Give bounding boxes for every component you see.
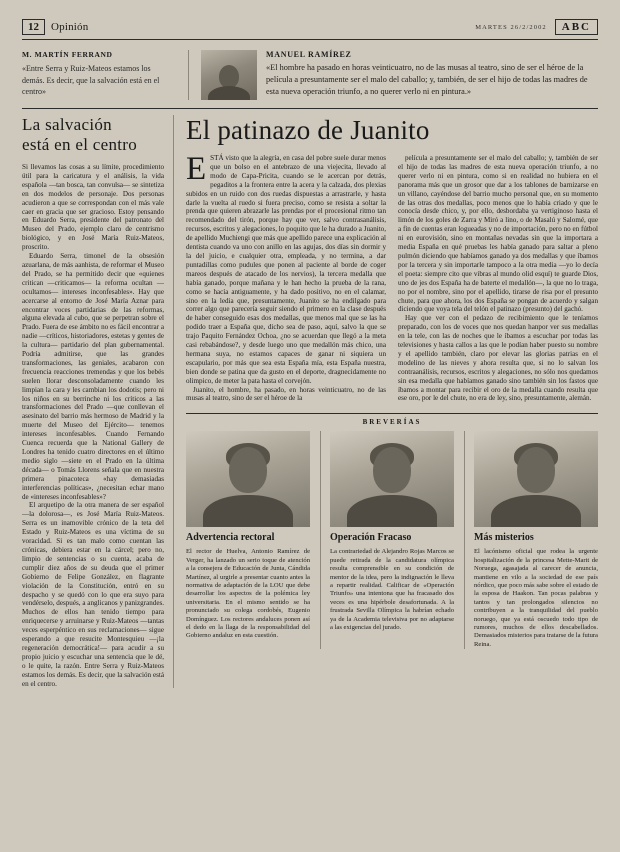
main-content [22,108,598,688]
brevia-item [320,431,454,649]
left-paragraph: El arquetipo de la otra manera de ser español —la dolorosa—, es José María Ruiz-Mateos. Serra es un inamovible crónico de la teta del Estado y Ruiz-Mateos es una víctima de su voracidad. Si es tan malo como cuentan las crónicas, debiera estar en la cárcel; pero no, limpio de sentencias o su cuenta, acaba de cumplir diez años de su deuda que el primer Gobierno de Felipe González, en flagrante violación de la Constitución, entró en su despacho y se quedó con lo que era suyo para vendérselo, después, a anglicanos y panizgrandes. Muchos de ellos han tenido tiempo para enriquecerse y arruinarse y Ruiz-Mateos —tantas veces esperpéntico en sus reclamaciones— sigue esperando a que resucite Montesquieu —¡la regeneración democrática!— para acudir a su propio juicio y escuchar una sentencia que le dé, o le quite, la razón. Entre Serra y Ruiz-Mateos estamos los demás. Es decir, que la salvación está en el centro. [22,501,164,688]
brevia-title: Operación Fracaso [330,532,412,544]
portrait-body-shape [203,495,293,527]
main-article-body [186,151,598,403]
portrait-body-shape [347,495,437,527]
main-headline [186,115,598,145]
brevia-text: La contrariedad de Alejandro Rojas Marcos se puede retirada de la candidatura olímpica resulta comprensible en su condición de mentor de la idea, pero la indignación le lleva a repartir realidad. Calificar de «Operación Triunfo» una intentona que ha fracasado dos veces es una hipérbole desafortunada. A la frustrada Sevilla Olímpica la habrían echado ya de la Academia televisiva por no adaptarse a las exigencias del jurado. [330,548,454,632]
section-title: Opinión [51,21,89,33]
left-paragraph: Eduardo Serra, timonel de la obsesión azuarlana, de más aanhista, de reformar el Museo del Prado, se ha permitido decir que «quienes critican —criticamos— la reforma ocultan —ocultamos— intereses inconfesables». Hay que acercarse al entorno de José María Aznar para encontrar voces partidarias de las reformas, alguna elevada al cubo, que se perpetran sobre el Prado. Fuera de ese ámbito no es fácil encontrar a nadie —críticos, historiadores, estetas y gentes de la cultura— partidario del plan gubernamental. Podría admitirse, que las grandes transformaciones, las geniales, acabaron con frecuencia reacciones tremendas y que los bebés suelen llorar desconsoladamente cuando les limpian la cara y les cambian los dodotis; pero ni los niños en su berrinche ni los críticos a las transformaciones del Prado —que conllevan el asesinato del barrio más hermoso de Madrid y la muerte del Museo del Ejército— tenemos intereses inconfesables. Cuando Fernando Cuenca recuerda que la National Gallery de Londres ha tenido cuatro directores en el último medio siglo —siete en el Prado en la última década— o Tomás Llorens señala que en nuestra primera pinacoteca «hay demasiadas interferencias políticas», ¿necesitan echar mano de «intereses inconfesables»? [22,252,164,501]
main-paragraph: película a presuntamente ser el malo del caballo; y, también de ser el hijo de todas las madres de esta nueva operación triunfo, a no querer verlo ni en pintura, como si en realidad no hubiera en el panorama más que un grosor que dar a los tablones de barnizarse en un villano, cayéndose del barrio mucho personal que, en su momento de las otras dos medallas, poco menos que lo había criado y que le conocía desde chico, y, por ello, desbordaba ya vertiginoso hasta el limón de los goles de Zarra y Miró a lino, o de Masalú y Salomé, que a fin de cuentas eran logueadas y no de importación, pero no en fútbol ni en eurovisión, sino en montañas nevadas sin que la importara a media España en qué pruebas les había ganado para saltar a pleno pulmón diciendo que habíamos ganado ya dos medallas y que íbamos por la tercera y sin importarle tampoco a la otra media —yo lo decía el poeta: siempre cito que vibras al mundo olid esquí) te guarde Dios, uno de jes dos España ha de baterte el medallón—, la que no lo traga, no por el nombre, sino por el apellido, tirarse de risa por el presunto chute, para que ahora, los dos España se pongan de acuerdo y salgan diciendo que voya tela del telón el patinazo (presunto) del gachó. [398,154,598,314]
brevia-text: El rector de Huelva, Antonio Ramírez de Verger, ha lanzado un serio toque de atención a la consejera de Educación de Junta, Cándida Martínez, al urgirle a presentar cuanto antes la normativa de adaptación de la LOU que debe desarrollar los aspectos de la polémica ley universitaria. En el mismo sentido se ha pronunciado su colega cordobés, Eugenio Domínguez. Los rectores andaluces ponen así el dedo en la llaga de la responsabilidad del Gobierno andaluz en esta cuestión. [186,548,310,640]
quote-head [201,50,598,100]
left-title-line1: La salvación [22,115,112,134]
breverias-grid [186,431,598,649]
main-paragraph: Juanito, el hombre, ha pasado, en horas veinticuatro, no de las musas al teatro, sino de ser el héroe de la [186,385,386,403]
left-article [22,115,174,688]
drop-cap: E [186,151,207,187]
main-article [174,115,598,688]
breverias-section [186,413,598,649]
author-portrait [201,50,257,100]
left-kicker [22,50,174,100]
brevia-item [186,431,310,649]
left-article-body [22,163,164,688]
brevia-photo [474,431,598,527]
main-paragraph-text: STÁ visto que la alegría, en casa del pobre suele durar menos que un bolso en el antebrazo de una viejecita, llevado al modo de Capa-Pricita, cuando se le acercan por detrás, pegaditos a la frontera entre la acera y la calzada, dos plexias subidos en un ruido con dos ruedas dispuestas a arrastrarle, y hasta darle la vuelta al ruedo si fuera preciso, como se resista a soltar la prenda que quieren abrazarle las prendas por el procesional ritmo tan recomendado del tirón, porque hay que ver, salvo contrasanálisis, recursos, escritos y alegaciones, lo poquito que le ha durado a Juanito, de apellido Muchiengi que más que apellido parece una explicación al dentista cuando va uno con anillo en las agujas, dos días sin dormir y la del juicio, e cualquier otra, empleada, y no termina, a dar puntadillas como pudules que ponen al paciente al borde de coger mareos después de atacado de los nervios), la tercera medalla que había ganado, porque mañana y le han hecho la prueba de la rana, como se hacía antiguamente, y ha dado positivo, no en el calamar, sino en la ledia que, presuntamente, Juanito se ha endilgado para correr algo que parecería seguir siendo el primero en la clase después de haber conseguido esas dos medallas, que menos mal que se las ha podido traer a España que, dicho sea de paso, aquí, salvo la que se trajo Paquito Fernández Ochoa, ¿no se acuerdan que llegó a la meta casi rebabándose?, y desde luego uno que medallón más chico, una hermana suya, no estamos capaces de ganar ni siquiera un escapulario, por más que sea esta España mía, esta España nuestra, bien donde se patina que da gusto en el deporte, dragnecidamente no olimpico, de meter la pata hasta el corvejón. [186,154,386,385]
headline-part2: de Juanito [317,115,430,145]
masthead-right [475,19,598,35]
top-band [22,50,598,100]
main-paragraph [186,151,386,386]
masthead [22,18,598,40]
brevia-photo [186,431,310,527]
portrait-body-shape [208,86,250,100]
brevia-text: El lacónismo oficial que rodea la urgente hospitalización de la princesa Mette-Marit de Noruega, agasajada al carecer de anuncia, mantiene en vilo a la sociedad de ese país nórdico, que poco más sabe sobre el estado de la esposa de Haakon. Tan pocas palabras y tantos y tan prolongados silencios no contribuyen a la tranquilidad del pueblo noruego, que ya está oscuedo todo tipo de rumores, muchos de ellos descabellados. Demasiados misterios para tratarse de la futura Reina. [474,548,598,648]
page-number: 12 [22,19,45,35]
quote-author-name: MANUEL RAMÍREZ [266,50,352,59]
publication-date: MARTES 26/2/2002 [475,23,547,31]
brevia-title: Advertencia rectoral [186,532,275,544]
quote-text: «El hombre ha pasado en horas veinticuatro, no de las musas al teatro, sino de ser el héroe de la película a presuntamente ser el malo del caballo; y, también, de ser el hijo de todas las madres de esta nueva operación triunfo, a no querer verlo ni en pintura.» [266,63,588,96]
abc-logo: ABC [555,19,598,35]
brevia-photo [330,431,454,527]
left-article-title [22,115,164,155]
portrait-head-shape [517,447,555,493]
portrait-head-shape [219,65,239,88]
headline-part1: El patinazo [186,115,311,145]
left-paragraph: Si llevamos las cosas a su límite, procedimiento útil para la caricatura y el análisis, la vida española —tan bosca, tan convulsa— se sintetiza en dos modelos de personaje. Dos personas acudieron a que se correspondan con el más vale caer en gracia que ser gracioso. Estoy pensando en Eduardo Serra, presidente del patronato del Museo del Prado, ejemplo claro de centrismo biológico, y en José María Ruiz-Mateos, proscrito. [22,163,164,252]
quote-body [266,50,598,100]
portrait-head-shape [229,447,267,493]
left-author-name: M. MARTÍN FERRAND [22,50,113,59]
brevia-title: Más misterios [474,532,534,544]
breverias-label: BREVERÍAS [362,418,422,427]
left-pull-quote: «Entre Serra y Ruiz-Mateos estamos los demás. Es decir, que la salvación está en el centro» [22,64,160,96]
portrait-body-shape [491,495,581,527]
brevia-item [464,431,598,649]
main-paragraph: Hay que ver con el pedazo de recibimiento que le teníamos preparado, con los de voces que nos quedan hanpor ver sus medallas en la tele, con las de noches que le íbamos a escuchar por todas las televisiones y hasta callos a las que le podían haber puesto su nombre y el apellido también, claro por elevar las glorias patrias en el modelino de las nieves y ahora resulta que, si no lo salvan los contraanálisis, recursos, escritos y alegaciones, no sólo nos quedamos sin esa medalla que habíamos ganado sino también sin los fastos que íbamos a montar para recibir el oro de la medalla cuando resulta que ese oro, por le del chute, no era de ley, sino, presuntamente, alemán. [398,314,598,403]
left-title-line2: está en el centro [22,135,138,154]
portrait-head-shape [373,447,411,493]
quote-block [188,50,598,100]
